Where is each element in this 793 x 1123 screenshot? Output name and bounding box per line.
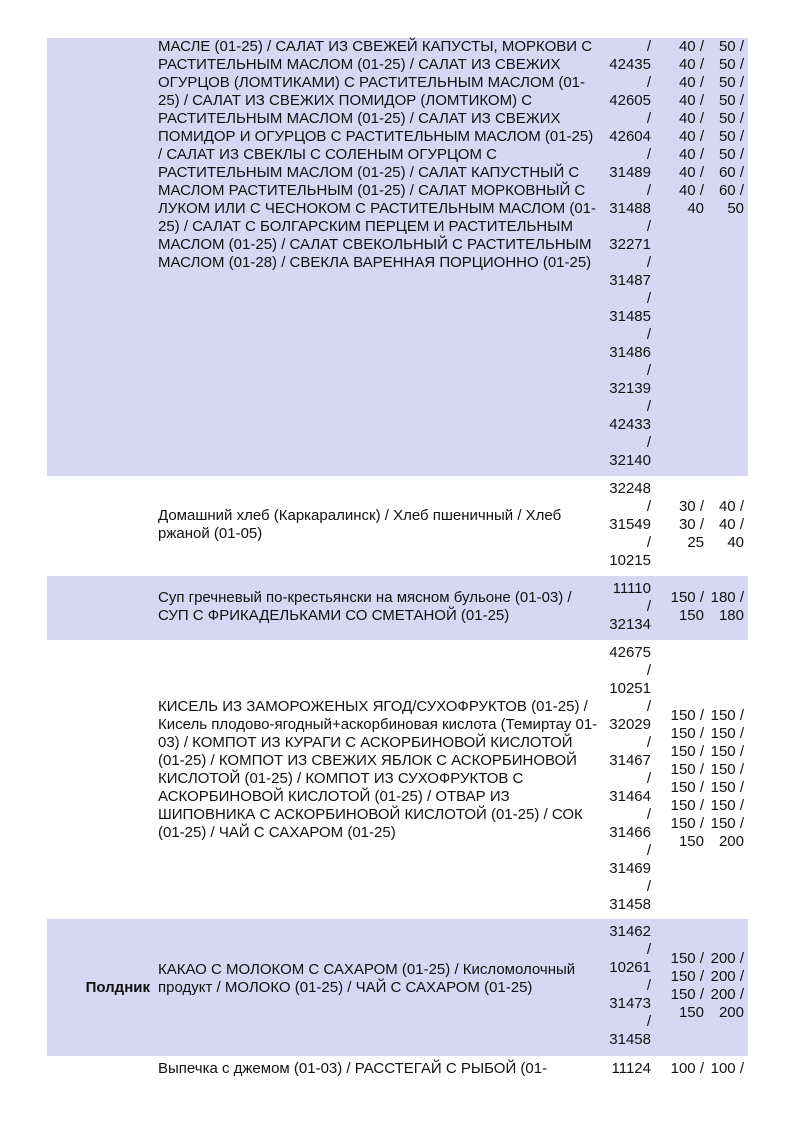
dish-cell: МАСЛЕ (01-25) / САЛАТ ИЗ СВЕЖЕЙ КАПУСТЫ, МОРКОВИ С РАСТИТЕЛЬНЫМ МАСЛОМ (01-25) / САЛАТ ИЗ СВЕЖИХ ОГУРЦОВ (ЛОМТИКАМИ) С РАСТИТЕЛЬНЫМ МАСЛОМ (01-25) / САЛАТ ИЗ СВЕЖИХ ПОМИДОР (ЛОМТИКОМ) С РАСТИТЕЛЬНЫМ МАСЛОМ (01-25) / САЛАТ ИЗ СВЕЖИХ ПОМИДОР И ОГУРЦОВ С РАСТИТЕЛЬНЫМ МАСЛОМ (01-25) / САЛАТ ИЗ СВЕКЛЫ С СОЛЕНЫМ ОГУРЦОМ С РАСТИТЕЛЬНЫМ МАСЛОМ (01-25) / САЛАТ КАПУСТНЫЙ С МАСЛОМ РАСТИТЕЛЬНЫМ (01-25) / САЛАТ МОРКОВНЫЙ С ЛУКОМ ИЛИ С ЧЕСНОКОМ С РАСТИТЕЛЬНЫМ МАСЛОМ (01-25) / САЛАТ С БОЛГАРСКИМ ПЕРЦЕМ И РАСТИТЕЛЬНЫМ МАСЛОМ (01-25) / САЛАТ СВЕКОЛЬНЫЙ С РАСТИТЕЛЬНЫМ МАСЛОМ (01-28) / СВЕКЛА ВАРЕННАЯ ПОРЦИОННО (01-25): [158, 38, 597, 271]
portion-cell-1: 100 /: [670, 1060, 704, 1077]
table-row: [47, 1056, 748, 1123]
dish-cell: КИСЕЛЬ ИЗ ЗАМОРОЖЕНЫХ ЯГОД/СУХОФРУКТОВ (01-25) / Кисель плодово-ягодный+аскорбиновая кислота (Темиртау 01-03) / КОМПОТ ИЗ КУРАГИ С АСКОРБИНОВОЙ КИСЛОТОЙ (01-25) / КОМПОТ ИЗ СВЕЖИХ ЯБЛОК С АСКОРБИНОВОЙ КИСЛОТОЙ (01-25) / КОМПОТ ИЗ СУХОФРУКТОВ С АСКОРБИНОВОЙ КИСЛОТОЙ (01-25) / ОТВАР ИЗ ШИПОВНИКА С АСКОРБИНОВОЙ КИСЛОТОЙ (01-25) / СОК (01-25) / ЧАЙ С САХАРОМ (01-25): [158, 698, 598, 841]
dish-cell: Суп гречневый по-крестьянски на мясном бульоне (01-03) / СУП С ФРИКАДЕЛЬКАМИ СО СМЕТАНОЙ (01-25): [158, 589, 572, 624]
portion-cell-1: 30 / 30 / 25: [678, 498, 704, 551]
dish-cell: Выпечка с джемом (01-03) / РАССТЕГАЙ С РЫБОЙ (01-: [158, 1060, 548, 1077]
portion-cell-2: 180 / 180: [710, 589, 744, 624]
code-cell: / 42435 / 42605 / 42604 / 31489 / 31488 / 32271 / 31487 / 31485 / 31486 / 32139 / 42433 / 32140: [609, 38, 651, 469]
table-row: [47, 476, 748, 576]
portion-cell-2: 100 /: [710, 1060, 744, 1077]
table-row: [47, 919, 748, 1056]
portion-cell-2: 40 / 40 / 40: [718, 498, 744, 551]
table-row: [47, 640, 748, 919]
meal-label: Полдник: [85, 979, 150, 996]
code-cell: 11110 / 32134: [609, 580, 651, 633]
dish-cell: КАКАО С МОЛОКОМ С САХАРОМ (01-25) / Кисломолочный продукт / МОЛОКО (01-25) / ЧАЙ С САХАРОМ (01-25): [158, 961, 576, 996]
portion-cell-1: 150 / 150: [670, 589, 704, 624]
portion-cell-1: 150 / 150 / 150 / 150 / 150 / 150 / 150 / 150: [670, 707, 704, 850]
code-cell: 42675 / 10251 / 32029 / 31467 / 31464 / 31466 / 31469 / 31458: [609, 644, 651, 913]
code-cell: 31462 / 10261 / 31473 / 31458: [609, 923, 651, 1048]
portion-cell-2: 200 / 200 / 200 / 200: [710, 950, 744, 1021]
portion-cell-2: 150 / 150 / 150 / 150 / 150 / 150 / 150 / 200: [710, 707, 744, 850]
table-row: [47, 38, 748, 476]
portion-cell-1: 150 / 150 / 150 / 150: [670, 950, 704, 1021]
portion-cell-1: 40 / 40 / 40 / 40 / 40 / 40 / 40 / 40 / 40 / 40: [678, 38, 704, 217]
portion-cell-2: 50 / 50 / 50 / 50 / 50 / 50 / 50 / 60 / 60 / 50: [718, 38, 744, 217]
table-row: [47, 576, 748, 640]
dish-cell: Домашний хлеб (Каркаралинск) / Хлеб пшеничный / Хлеб ржаной (01-05): [158, 507, 562, 542]
code-cell: 11124: [611, 1060, 651, 1077]
code-cell: 32248 / 31549 / 10215: [609, 480, 651, 569]
